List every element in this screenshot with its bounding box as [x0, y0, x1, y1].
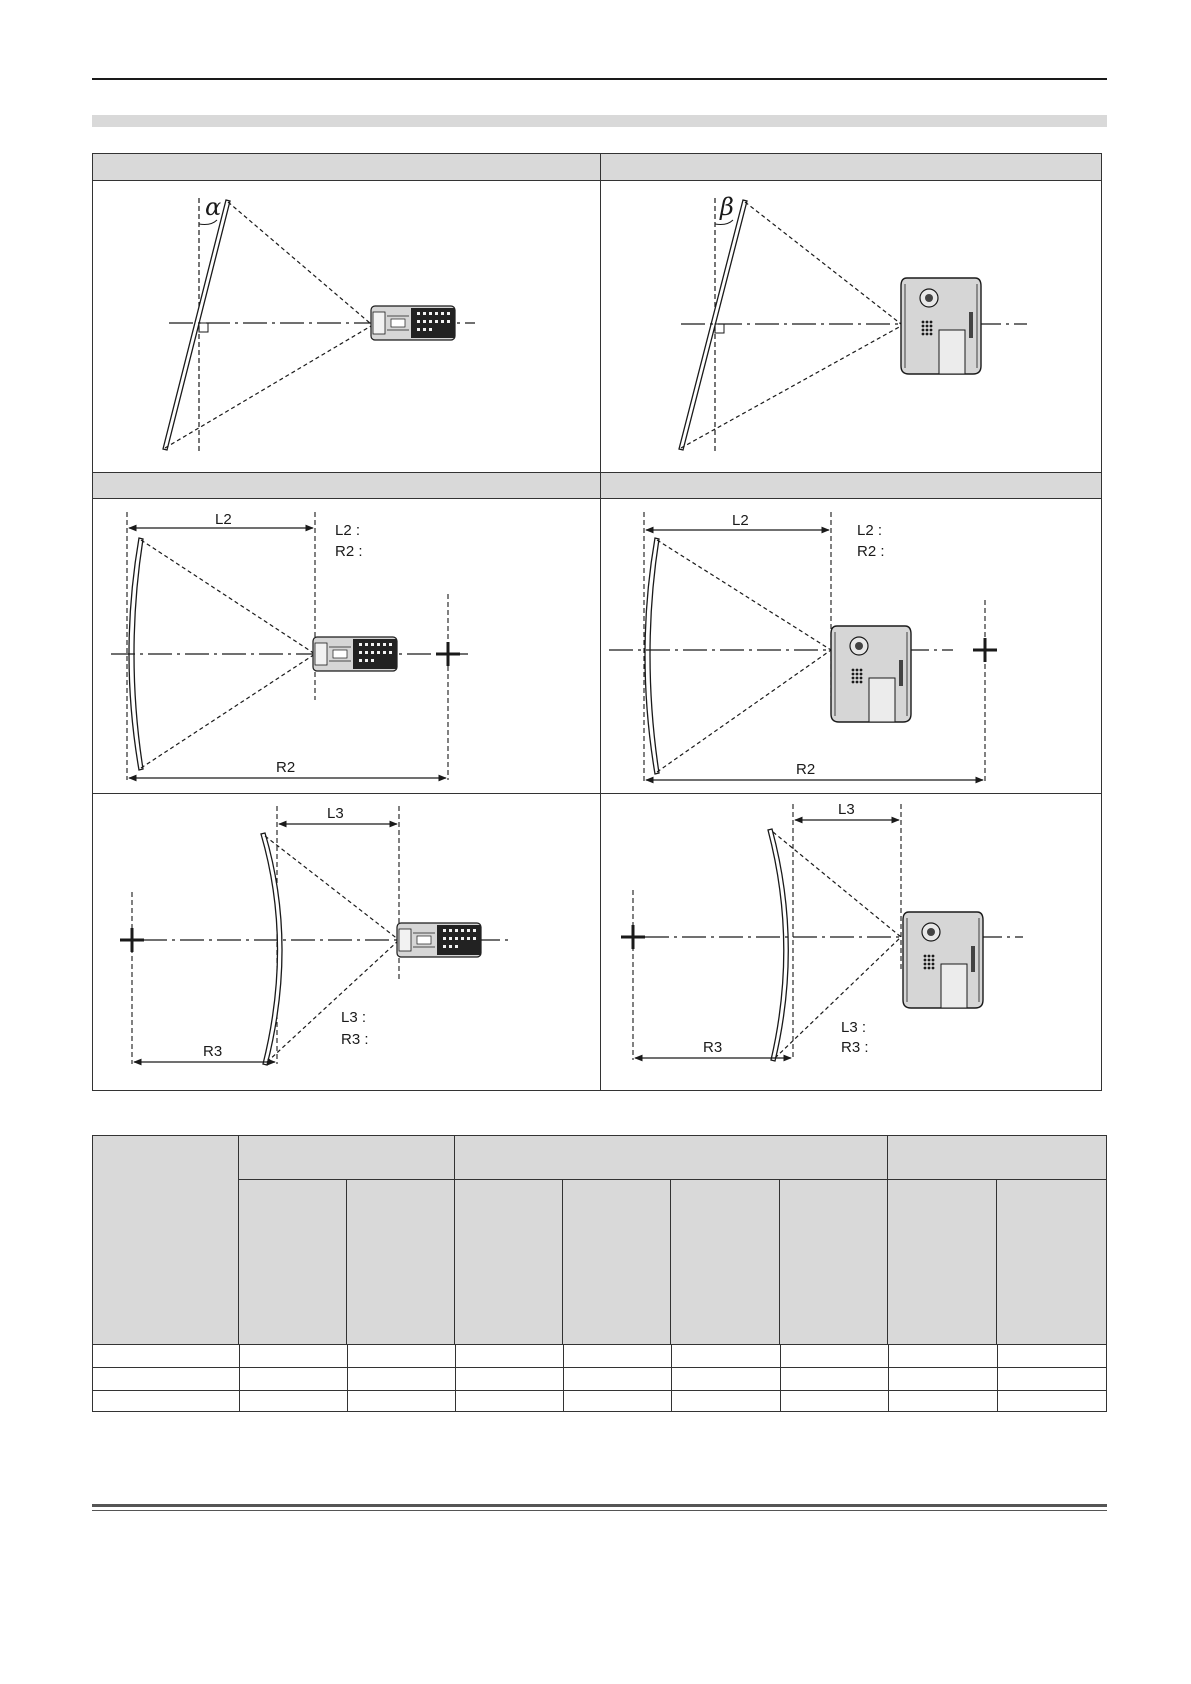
convex-front-diagram	[621, 801, 1023, 1061]
spec-table-col-divider	[780, 1345, 781, 1411]
convex-side-diagram	[120, 805, 513, 1065]
tilt-angle-beta: β	[720, 193, 734, 221]
projector-front-icon	[901, 278, 981, 374]
center-cross-icon	[120, 928, 144, 952]
convex-side-distance-label: L3	[327, 805, 344, 822]
projection-figure-table	[92, 153, 1102, 1091]
footer-rule	[92, 1504, 1107, 1507]
convex-front-radius-label: R3	[703, 1039, 723, 1056]
spec-table-subheader	[347, 1180, 455, 1345]
convex-front-legend-radius: R3 :	[841, 1039, 869, 1056]
convex-side-legend-radius: R3 :	[341, 1031, 369, 1048]
center-cross-icon	[621, 925, 645, 949]
convex-side-radius-label: R3	[203, 1043, 223, 1060]
center-cross-icon	[436, 642, 460, 666]
tilt-front-diagram	[679, 193, 1027, 452]
spec-table-col-divider	[347, 1345, 348, 1411]
concave-front-distance-label: L2	[732, 512, 749, 529]
footer-rule-thin	[92, 1510, 1107, 1511]
concave-side-diagram	[111, 511, 473, 780]
spec-table-row	[93, 1345, 1106, 1368]
spec-table-subheader	[888, 1180, 997, 1345]
projector-side-icon	[397, 923, 481, 957]
spec-table-col-divider	[455, 1345, 456, 1411]
projector-side-icon	[313, 637, 397, 671]
spec-table-row	[93, 1368, 1106, 1391]
spec-table-subheader	[671, 1180, 780, 1345]
convex-side-legend-distance: L3 :	[341, 1009, 367, 1026]
spec-table-col-divider	[239, 1345, 240, 1411]
projector-side-icon	[371, 306, 455, 340]
spec-table-row	[93, 1391, 1106, 1411]
spec-table-col-divider	[997, 1345, 998, 1411]
tilt-side-diagram	[163, 193, 475, 452]
projector-front-icon	[903, 912, 983, 1008]
spec-table-subheader	[780, 1180, 888, 1345]
concave-front-diagram	[609, 512, 997, 782]
projector-front-icon	[831, 626, 911, 722]
spec-table	[92, 1135, 1107, 1412]
concave-side-legend-distance: L2 :	[335, 522, 361, 539]
concave-side-radius-label: R2	[276, 759, 296, 776]
concave-front-radius-label: R2	[796, 761, 816, 778]
top-rule	[92, 78, 1107, 80]
tilt-angle-alpha: α	[205, 193, 222, 221]
spec-table-col-divider	[671, 1345, 672, 1411]
spec-table-subheader	[997, 1180, 1106, 1345]
concave-side-legend-radius: R2 :	[335, 543, 363, 560]
spec-table-group-header-3	[888, 1136, 1106, 1180]
spec-table-subheader	[239, 1180, 347, 1345]
concave-front-legend-radius: R2 :	[857, 543, 885, 560]
spec-table-col-divider	[888, 1345, 889, 1411]
convex-front-legend-distance: L3 :	[841, 1019, 867, 1036]
center-cross-icon	[973, 638, 997, 662]
convex-front-distance-label: L3	[838, 801, 855, 818]
spec-table-subheader	[455, 1180, 563, 1345]
spec-table-header-model	[93, 1136, 239, 1345]
spec-table-group-header-2	[455, 1136, 888, 1180]
projection-diagrams	[93, 154, 1101, 1090]
spec-table-col-divider	[563, 1345, 564, 1411]
concave-side-distance-label: L2	[215, 511, 232, 528]
spec-table-subheader	[563, 1180, 671, 1345]
spec-table-group-header-1	[239, 1136, 455, 1180]
concave-front-legend-distance: L2 :	[857, 522, 883, 539]
section-heading-band	[92, 115, 1107, 127]
